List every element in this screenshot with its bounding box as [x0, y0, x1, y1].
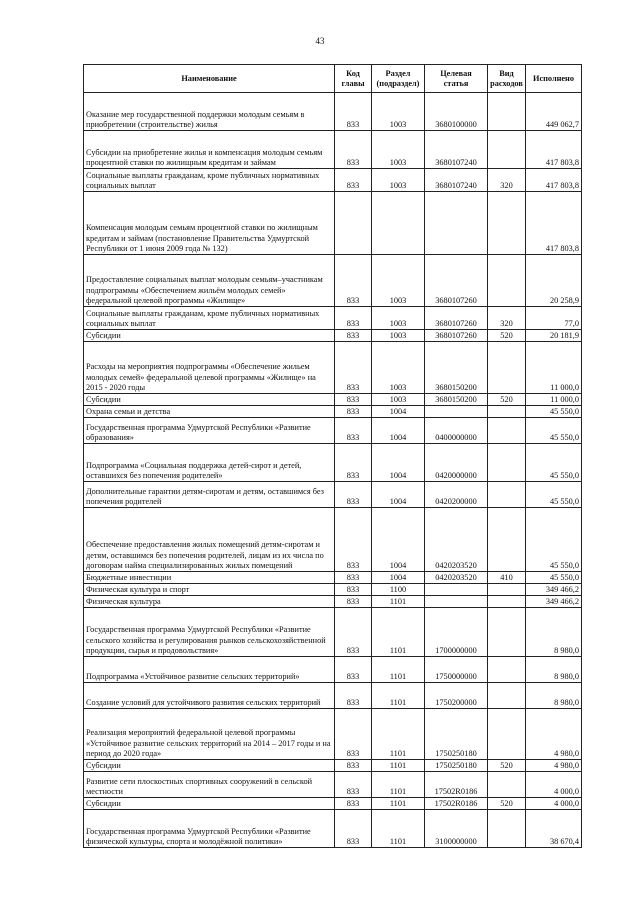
cell-name: Государственная программа Удмуртской Республики «Развитие сельского хозяйства и регулирования рынков сельскохозяйственной продукции, сырья и продовольствия»	[84, 608, 335, 657]
table-row	[84, 307, 582, 330]
cell-executed: 11 000,0	[526, 394, 582, 406]
cell-chapter-code: 833	[335, 418, 372, 444]
cell-target-article: 1750200000	[425, 683, 488, 709]
cell-section: 1003	[372, 131, 425, 169]
cell-section: 1003	[372, 342, 425, 394]
table-row	[84, 342, 582, 394]
cell-target-article: 17502R0186	[425, 798, 488, 810]
cell-expense-type: 410	[488, 572, 526, 584]
cell-chapter-code: 833	[335, 584, 372, 596]
cell-section: 1003	[372, 169, 425, 192]
header-section: Раздел (подраздел)	[372, 65, 425, 93]
cell-name: Субсидии на приобретение жилья и компенсация молодым семьям процентной ставки по жилищным кредитам и займам	[84, 131, 335, 169]
cell-executed: 417 803,8	[526, 192, 582, 255]
cell-target-article: 3680150200	[425, 394, 488, 406]
table-row	[84, 444, 582, 482]
cell-target-article	[425, 584, 488, 596]
header-name: Наименование	[84, 65, 335, 93]
cell-expense-type	[488, 709, 526, 760]
cell-name: Государственная программа Удмуртской Республики «Развитие образования»	[84, 418, 335, 444]
cell-section: 1101	[372, 683, 425, 709]
cell-name: Реализация мероприятий федеральной целевой программы «Устойчивое развитие сельских территорий на 2014 – 2017 годы и на период до 2020 года»	[84, 709, 335, 760]
cell-name: Развитие сети плоскостных спортивных сооружений в сельской местности	[84, 772, 335, 798]
cell-name: Компенсация молодым семьям процентной ставки по жилищным кредитам и займам (постановление Правительства Удмуртской Республики от 1 июня 2009 года № 132)	[84, 192, 335, 255]
header-executed: Исполнено	[526, 65, 582, 93]
cell-expense-type	[488, 93, 526, 131]
cell-expense-type	[488, 508, 526, 572]
header-expense-type: Вид расходов	[488, 65, 526, 93]
table-row	[84, 760, 582, 772]
table-row	[84, 608, 582, 657]
cell-expense-type	[488, 683, 526, 709]
cell-target-article: 0400000000	[425, 418, 488, 444]
cell-section: 1004	[372, 482, 425, 508]
table-row	[84, 169, 582, 192]
cell-target-article: 0420203520	[425, 508, 488, 572]
cell-target-article: 3680107240	[425, 131, 488, 169]
cell-target-article: 0420000000	[425, 444, 488, 482]
table-row	[84, 406, 582, 418]
cell-target-article: 3680107260	[425, 307, 488, 330]
cell-section: 1101	[372, 760, 425, 772]
cell-executed: 349 466,2	[526, 596, 582, 608]
cell-executed: 417 803,8	[526, 169, 582, 192]
cell-expense-type: 520	[488, 760, 526, 772]
cell-chapter-code: 833	[335, 508, 372, 572]
cell-name: Предоставление социальных выплат молодым семьям–участникам подпрограммы «Обеспечением жильём молодых семей» федеральной целевой программы «Жилище»	[84, 255, 335, 307]
cell-section: 1004	[372, 444, 425, 482]
cell-target-article: 0420203520	[425, 572, 488, 584]
cell-target-article: 3100000000	[425, 810, 488, 848]
cell-executed: 4 000,0	[526, 772, 582, 798]
table-row	[84, 330, 582, 342]
cell-executed: 20 181,9	[526, 330, 582, 342]
cell-executed: 449 062,7	[526, 93, 582, 131]
cell-section: 1101	[372, 657, 425, 683]
cell-expense-type	[488, 657, 526, 683]
cell-name: Субсидии	[84, 760, 335, 772]
cell-name: Подпрограмма «Устойчивое развитие сельских территорий»	[84, 657, 335, 683]
cell-target-article: 3680107260	[425, 255, 488, 307]
cell-expense-type	[488, 608, 526, 657]
cell-name: Субсидии	[84, 330, 335, 342]
cell-executed: 8 980,0	[526, 608, 582, 657]
cell-section: 1003	[372, 330, 425, 342]
table-row	[84, 709, 582, 760]
cell-target-article	[425, 596, 488, 608]
cell-name: Обеспечение предоставления жилых помещений детям-сиротам и детям, оставшимся без попечения родителей, лицам из их числа по договорам найма специализированных жилых помещений	[84, 508, 335, 572]
table-row	[84, 572, 582, 584]
cell-section: 1101	[372, 596, 425, 608]
cell-section: 1004	[372, 418, 425, 444]
cell-executed: 20 258,9	[526, 255, 582, 307]
cell-chapter-code: 833	[335, 772, 372, 798]
table-row	[84, 482, 582, 508]
cell-executed: 11 000,0	[526, 342, 582, 394]
cell-chapter-code: 833	[335, 307, 372, 330]
cell-name: Дополнительные гарантии детям-сиротам и детям, оставшимся без попечения родителей	[84, 482, 335, 508]
cell-name: Физическая культура и спорт	[84, 584, 335, 596]
cell-chapter-code: 833	[335, 406, 372, 418]
cell-expense-type	[488, 255, 526, 307]
cell-target-article: 1750000000	[425, 657, 488, 683]
table-row	[84, 131, 582, 169]
cell-section: 1004	[372, 406, 425, 418]
cell-section: 1101	[372, 810, 425, 848]
cell-chapter-code: 833	[335, 683, 372, 709]
cell-executed: 417 803,8	[526, 131, 582, 169]
cell-name: Оказание мер государственной поддержки молодым семьям в приобретении (строительстве) жилья	[84, 93, 335, 131]
table-row	[84, 683, 582, 709]
cell-name: Социальные выплаты гражданам, кроме публичных нормативных социальных выплат	[84, 307, 335, 330]
cell-chapter-code: 833	[335, 342, 372, 394]
cell-section: 1101	[372, 798, 425, 810]
cell-section: 1101	[372, 709, 425, 760]
cell-target-article: 3680107240	[425, 169, 488, 192]
cell-section: 1101	[372, 608, 425, 657]
cell-section: 1003	[372, 394, 425, 406]
header-chapter-code: Код главы	[335, 65, 372, 93]
cell-executed: 4 980,0	[526, 709, 582, 760]
cell-chapter-code: 833	[335, 330, 372, 342]
cell-target-article: 17502R0186	[425, 772, 488, 798]
cell-target-article: 3680100000	[425, 93, 488, 131]
cell-chapter-code: 833	[335, 93, 372, 131]
cell-executed: 45 550,0	[526, 482, 582, 508]
cell-expense-type	[488, 406, 526, 418]
cell-executed: 77,0	[526, 307, 582, 330]
cell-section: 1004	[372, 508, 425, 572]
cell-chapter-code: 833	[335, 798, 372, 810]
cell-name: Бюджетные инвестиции	[84, 572, 335, 584]
cell-expense-type	[488, 482, 526, 508]
cell-target-article: 1750250180	[425, 760, 488, 772]
cell-target-article: 1700000000	[425, 608, 488, 657]
cell-chapter-code: 833	[335, 169, 372, 192]
cell-target-article: 1750250180	[425, 709, 488, 760]
cell-expense-type	[488, 342, 526, 394]
cell-chapter-code: 833	[335, 709, 372, 760]
cell-name: Социальные выплаты гражданам, кроме публичных нормативных социальных выплат	[84, 169, 335, 192]
cell-expense-type	[488, 418, 526, 444]
cell-chapter-code: 833	[335, 596, 372, 608]
cell-expense-type	[488, 192, 526, 255]
cell-expense-type	[488, 810, 526, 848]
cell-chapter-code: 833	[335, 657, 372, 683]
table-row	[84, 584, 582, 596]
table-row	[84, 508, 582, 572]
table-row	[84, 798, 582, 810]
cell-target-article: 0420200000	[425, 482, 488, 508]
cell-executed: 45 550,0	[526, 508, 582, 572]
cell-executed: 4 980,0	[526, 760, 582, 772]
cell-expense-type: 320	[488, 307, 526, 330]
table-row	[84, 596, 582, 608]
cell-name: Субсидии	[84, 394, 335, 406]
cell-expense-type: 520	[488, 330, 526, 342]
cell-name: Государственная программа Удмуртской Республики «Развитие физической культуры, спорта и молодёжной политики»	[84, 810, 335, 848]
cell-name: Субсидии	[84, 798, 335, 810]
cell-section	[372, 192, 425, 255]
cell-expense-type: 520	[488, 798, 526, 810]
cell-chapter-code: 833	[335, 394, 372, 406]
table-header-row	[84, 65, 582, 93]
cell-name: Подпрограмма «Социальная поддержка детей-сирот и детей, оставшихся без попечения родителей»	[84, 444, 335, 482]
cell-name: Создание условий для устойчивого развития сельских территорий	[84, 683, 335, 709]
cell-expense-type	[488, 131, 526, 169]
cell-chapter-code: 833	[335, 482, 372, 508]
cell-target-article	[425, 192, 488, 255]
cell-executed: 45 550,0	[526, 572, 582, 584]
cell-chapter-code: 833	[335, 608, 372, 657]
cell-chapter-code: 833	[335, 810, 372, 848]
cell-target-article	[425, 406, 488, 418]
cell-executed: 45 550,0	[526, 444, 582, 482]
cell-section: 1100	[372, 584, 425, 596]
table-row	[84, 394, 582, 406]
cell-executed: 38 670,4	[526, 810, 582, 848]
cell-section: 1003	[372, 255, 425, 307]
cell-expense-type: 520	[488, 394, 526, 406]
cell-expense-type	[488, 584, 526, 596]
table-row	[84, 810, 582, 848]
cell-expense-type	[488, 596, 526, 608]
cell-executed: 349 466,2	[526, 584, 582, 596]
cell-name: Расходы на мероприятия подпрограммы «Обеспечение жильем молодых семей» федеральной целевой программы «Жилище» на 2015 - 2020 годы	[84, 342, 335, 394]
table-row	[84, 255, 582, 307]
cell-name: Охрана семьи и детства	[84, 406, 335, 418]
cell-expense-type: 320	[488, 169, 526, 192]
table-row	[84, 657, 582, 683]
cell-section: 1004	[372, 572, 425, 584]
cell-section: 1101	[372, 772, 425, 798]
page-number: 43	[315, 36, 325, 46]
cell-chapter-code: 833	[335, 760, 372, 772]
table-row	[84, 192, 582, 255]
cell-section: 1003	[372, 93, 425, 131]
cell-target-article: 3680150200	[425, 342, 488, 394]
table-row	[84, 772, 582, 798]
cell-executed: 45 550,0	[526, 406, 582, 418]
cell-expense-type	[488, 772, 526, 798]
header-target-article: Целевая статья	[425, 65, 488, 93]
cell-executed: 4 000,0	[526, 798, 582, 810]
cell-chapter-code: 833	[335, 444, 372, 482]
cell-target-article: 3680107260	[425, 330, 488, 342]
budget-table	[83, 64, 582, 848]
cell-executed: 8 980,0	[526, 683, 582, 709]
cell-executed: 8 980,0	[526, 657, 582, 683]
cell-expense-type	[488, 444, 526, 482]
cell-name: Физическая культура	[84, 596, 335, 608]
table-row	[84, 418, 582, 444]
cell-executed: 45 550,0	[526, 418, 582, 444]
cell-chapter-code	[335, 192, 372, 255]
cell-chapter-code: 833	[335, 572, 372, 584]
cell-chapter-code: 833	[335, 131, 372, 169]
cell-section: 1003	[372, 307, 425, 330]
table-row	[84, 93, 582, 131]
cell-chapter-code: 833	[335, 255, 372, 307]
